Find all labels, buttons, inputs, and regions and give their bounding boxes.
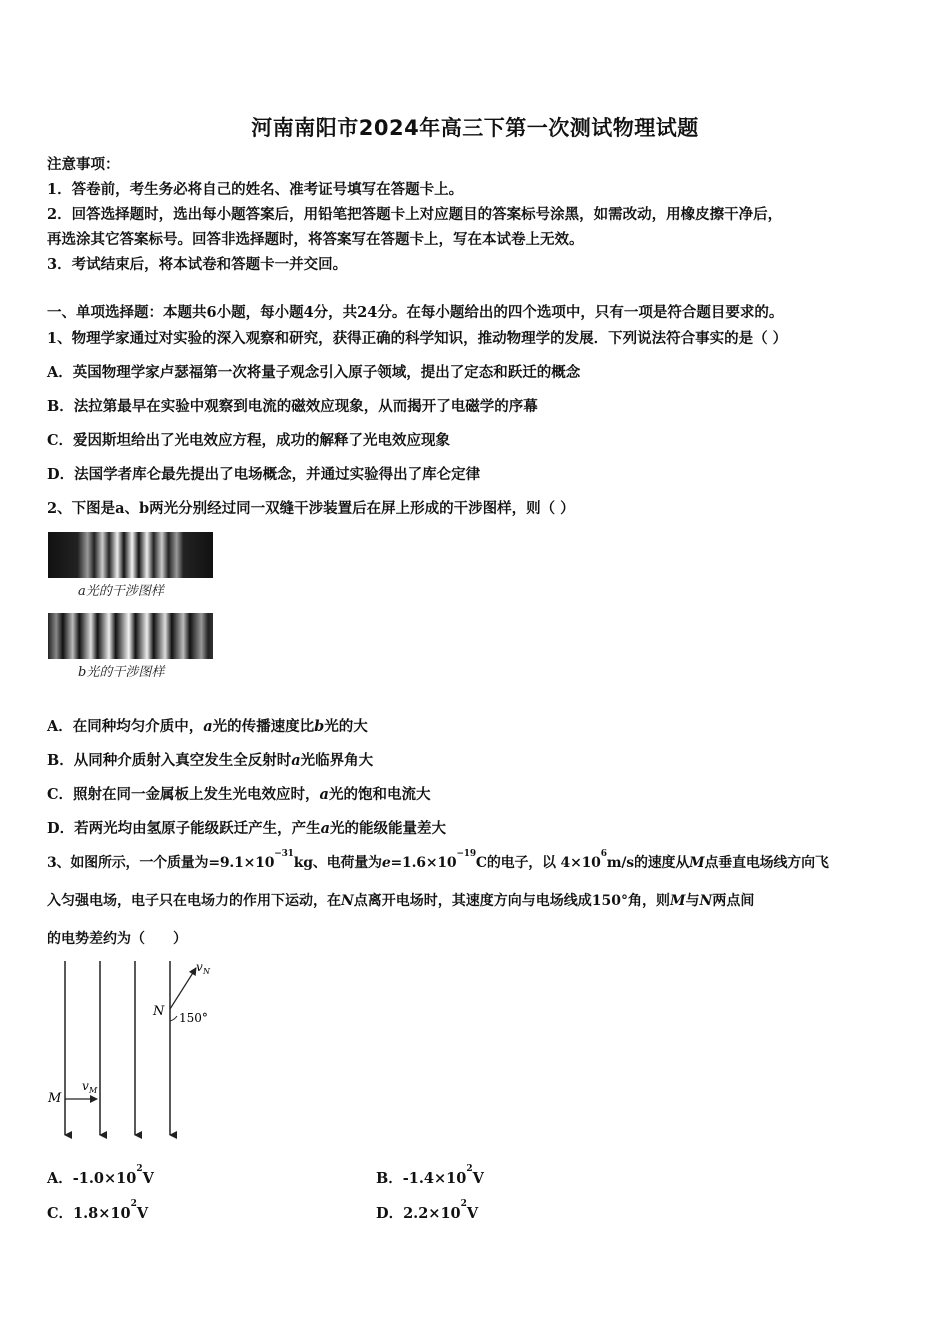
page-title: 河南南阳市2024年高三下第一次测试物理试题: [251, 116, 699, 140]
electric-field-figure: [40, 955, 230, 1145]
caption-a: a光的干涉图样: [78, 584, 164, 599]
q3-stem-line2: 入匀强电场，电子只在电场力的作用下运动，在N点离开电场时，其速度方向与电场线成150°角，则M与N两点间: [47, 893, 755, 909]
q3-option-a: A．$-1.0\times 10^2V$: [47, 1164, 154, 1187]
notice-item-2: 2．回答选择题时，选出每小题答案后，用铅笔把答题卡上对应题目的答案标号涂黑，如需改动，用橡皮擦干净后，: [47, 206, 783, 223]
q3-stem-line1: 3、如图所示，一个质量为$=9.1\times 10^{-31}kg$、电荷量为$e=1.6\times 10^{-19}C$的电子，以 $4\times 10^6m/s$的速度从M点垂直电场线方向飞: [47, 849, 829, 871]
q3-option-d: D．$2.2\times 10^2V$: [376, 1199, 479, 1222]
label-vn: v: [196, 960, 203, 974]
notice-item-1: 1．答卷前，考生务必将自己的姓名、准考证号填写在答题卡上。: [47, 181, 464, 198]
q3-option-c: C．$1.8\times 10^2V$: [47, 1199, 149, 1222]
caption-b: b光的干涉图样: [78, 665, 165, 680]
label-vm: v: [82, 1079, 89, 1093]
interference-figure: [47, 530, 217, 680]
q2-option-a: A．在同种均匀介质中，a光的传播速度比b光的大: [47, 718, 368, 735]
angle-arc: [170, 1016, 177, 1021]
fringe-pattern-a: [48, 532, 213, 578]
q1-stem: 1、物理学家通过对实验的深入观察和研究，获得正确的科学知识，推动物理学的发展．下列说法符合事实的是（ ）: [47, 330, 788, 347]
label-vn-sub: N: [203, 967, 210, 976]
q1-option-a: A．英国物理学家卢瑟福第一次将量子观念引入原子领域，提出了定态和跃迁的概念: [47, 364, 581, 381]
section-heading: 一、单项选择题：本题共6小题，每小题4分，共24分。在每小题给出的四个选项中，只有一项是符合题目要求的。: [47, 304, 784, 321]
q1-option-b: B．法拉第最早在实验中观察到电流的磁效应现象，从而揭开了电磁学的序幕: [47, 398, 538, 415]
notice-item-2-cont: 再选涂其它答案标号。回答非选择题时，将答案写在答题卡上，写在本试卷上无效。: [47, 231, 584, 248]
q1-option-c: C．爱因斯坦给出了光电效应方程，成功的解释了光电效应现象: [47, 432, 451, 449]
velocity-n-arrow: [170, 968, 196, 1009]
q3-option-b: B．$-1.4\times 10^2V$: [376, 1164, 484, 1187]
label-vm-sub: M: [89, 1086, 98, 1095]
q2-option-b: B．从同种介质射入真空发生全反射时a光临界角大: [47, 752, 374, 769]
notice-heading: 注意事项：: [47, 156, 120, 173]
q3-stem-line3: 的电势差约为（ ）: [47, 931, 187, 947]
q2-stem: 2、下图是a、b两光分别经过同一双缝干涉装置后在屏上形成的干涉图样，则（ ）: [47, 500, 575, 517]
angle-label: 150°: [179, 1011, 208, 1025]
label-n: N: [153, 1004, 165, 1019]
q1-option-d: D．法国学者库仑最先提出了电场概念，并通过实验得出了库仑定律: [47, 466, 481, 483]
fringe-pattern-b: [48, 613, 213, 659]
label-m: M: [48, 1091, 62, 1106]
q2-option-d: D．若两光均由氢原子能级跃迁产生，产生a光的能级能量差大: [47, 820, 446, 837]
notice-item-3: 3．考试结束后，将本试卷和答题卡一并交回。: [47, 256, 348, 273]
q2-option-c: C．照射在同一金属板上发生光电效应时，a光的饱和电流大: [47, 786, 431, 803]
